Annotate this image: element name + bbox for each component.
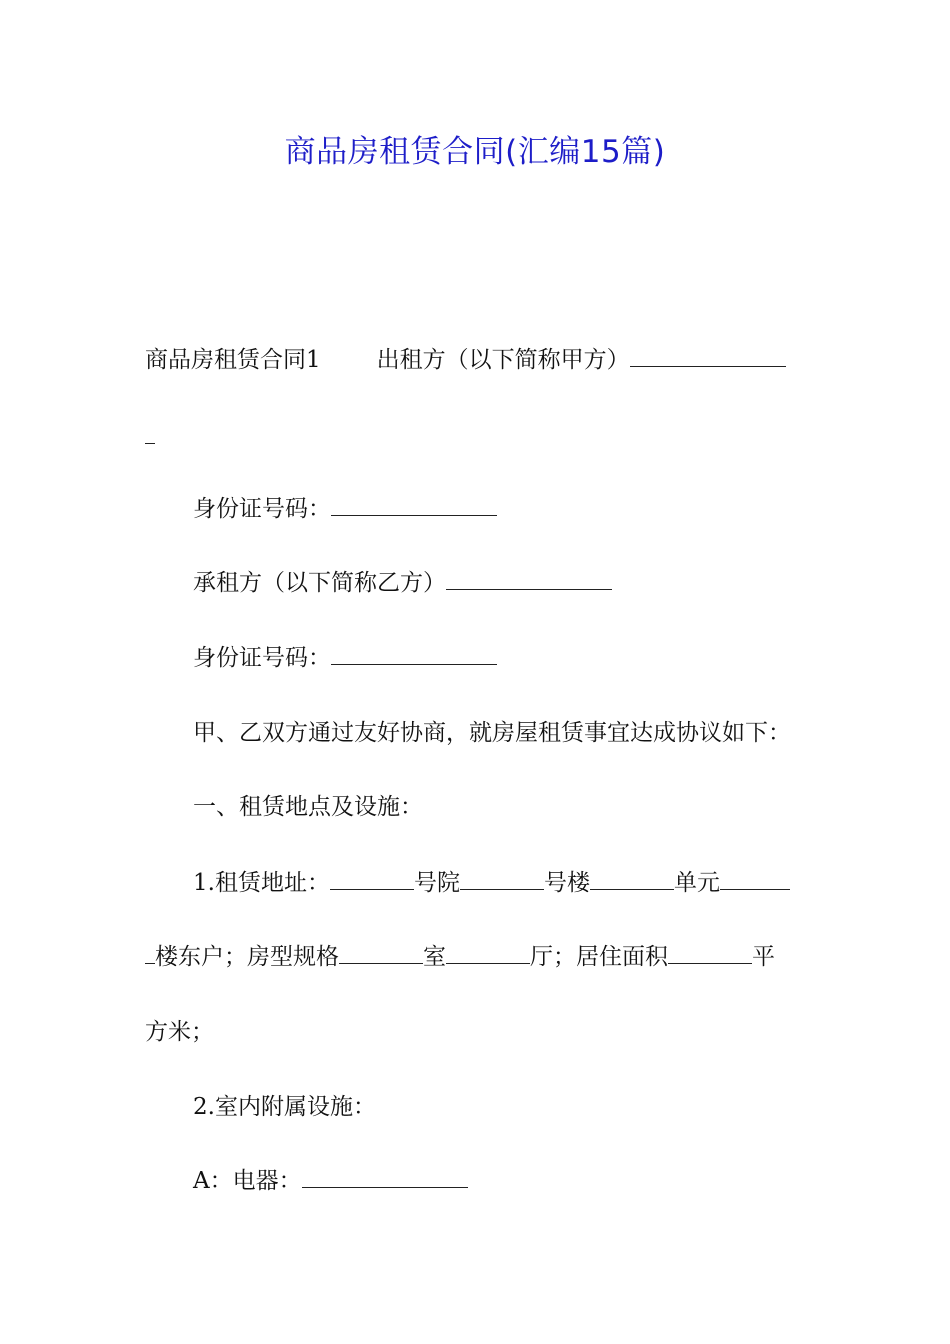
agreement-text: 甲、乙双方通过友好协商，就房屋租赁事宜达成协议如下： [193, 720, 791, 746]
square-meters-line [145, 1015, 214, 1049]
appliances-blank [302, 1165, 468, 1188]
lessor-blank [630, 344, 786, 367]
unit-number-blank [590, 867, 674, 890]
hall-area-label: 厅；居住面积 [530, 944, 668, 970]
document-title: 商品房租赁合同(汇编15篇) [284, 134, 666, 170]
lessor-blank-continued [145, 420, 155, 454]
lessor-id-line [193, 492, 497, 526]
lessor-label: 出租方（以下简称甲方） [376, 347, 630, 373]
facilities-label: 2.室内附属设施： [193, 1094, 376, 1120]
yard-number-blank [330, 867, 414, 890]
lessee-line [193, 566, 612, 600]
lessor-id-blank [331, 493, 497, 516]
building-number-blank [460, 867, 544, 890]
square-meters-text: 方米； [145, 1019, 214, 1045]
ping-label: 平 [752, 944, 775, 970]
appliances-line [193, 1164, 468, 1198]
lessee-blank [446, 567, 612, 590]
lessee-label: 承租方（以下简称乙方） [193, 570, 446, 596]
lessee-id-blank [331, 642, 497, 665]
agreement-line [193, 716, 791, 750]
floor-room-spec-label: 楼东户；房型规格 [155, 944, 339, 970]
appliances-label: A：电器： [193, 1168, 302, 1194]
address-line [193, 866, 790, 900]
section-one-heading [193, 790, 423, 824]
lessor-id-label: 身份证号码： [193, 496, 331, 522]
room-count-blank [339, 941, 423, 964]
facilities-line [193, 1090, 376, 1124]
room-label: 室 [423, 944, 446, 970]
lessee-id-line [193, 641, 497, 675]
lessee-id-label: 身份证号码： [193, 645, 331, 671]
section-one-text: 一、租赁地点及设施： [193, 794, 423, 820]
floor-number-blank [720, 867, 790, 890]
area-blank [668, 941, 752, 964]
building-label: 号楼 [543, 870, 590, 896]
unit-label: 单元 [673, 870, 720, 896]
room-spec-line [145, 940, 775, 974]
yard-label: 号院 [413, 870, 460, 896]
address-label: 1.租赁地址： [193, 870, 330, 896]
contract-first-line [145, 343, 786, 377]
hall-count-blank [446, 941, 530, 964]
contract-heading: 商品房租赁合同1 [145, 347, 321, 373]
